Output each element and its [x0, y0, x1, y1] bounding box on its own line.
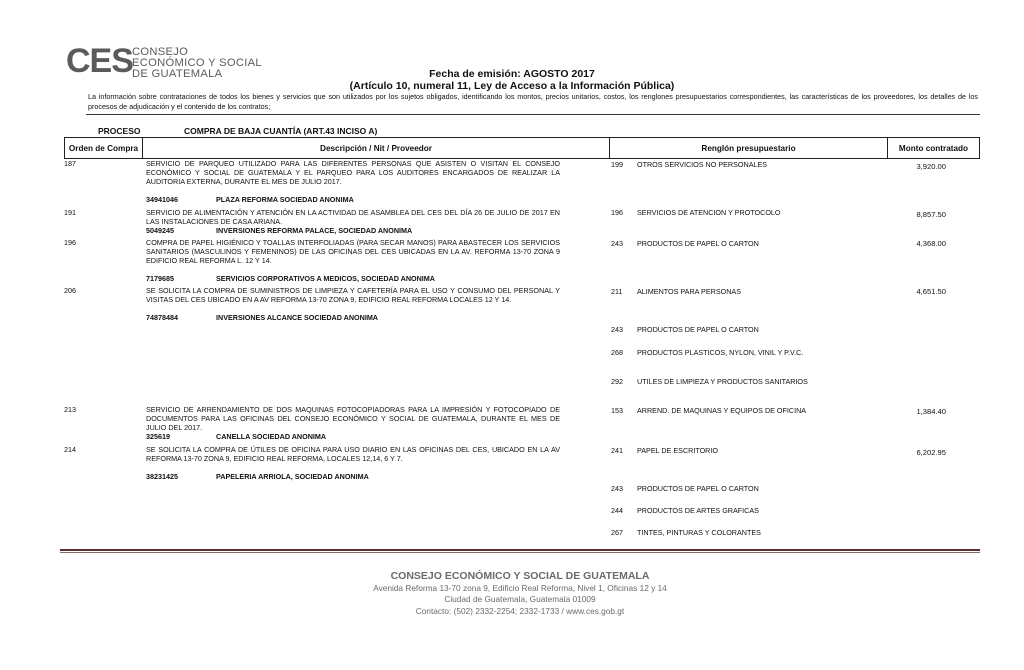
table-header	[64, 137, 980, 159]
column-header-renglon: Renglón presupuestario	[610, 138, 888, 158]
budget-line-desc: TINTES, PINTURAS Y COLORANTES	[637, 528, 761, 537]
footer-title: CONSEJO ECONÓMICO Y SOCIAL DE GUATEMALA	[390, 570, 650, 582]
budget-line-desc: ARREND. DE MAQUINAS Y EQUIPOS DE OFICINA	[637, 406, 807, 415]
budget-line-desc: UTILES DE LIMPIEZA Y PRODUCTOS SANITARIOS	[637, 377, 808, 386]
supplier-nit: 7179685	[146, 274, 174, 283]
budget-line-desc: OTROS SERVICIOS NO PERSONALES	[637, 160, 768, 169]
order-number: 191	[64, 208, 76, 217]
contract-amount: 4,651.50	[916, 287, 946, 296]
budget-line-code: 244	[611, 506, 623, 515]
footer	[0, 570, 1024, 617]
column-header-monto: Monto contratado	[898, 143, 969, 153]
supplier-nit: 5049245	[146, 226, 174, 235]
order-number: 196	[64, 238, 76, 247]
contract-amount: 6,202.95	[916, 448, 946, 457]
budget-line-code: 211	[611, 287, 623, 296]
budget-line-code: 243	[611, 325, 623, 334]
budget-line-desc: PRODUCTOS DE PAPEL O CARTON	[637, 239, 759, 248]
budget-line-desc: SERVICIOS DE ATENCION Y PROTOCOLO	[637, 208, 781, 217]
process-value: COMPRA DE BAJA CUANTÍA (ART.43 INCISO A)	[184, 126, 378, 136]
footer-contact: Contacto: (502) 2332-2254; 2332-1733 / www.ces.gob.gt	[415, 605, 625, 616]
budget-line-desc: PRODUCTOS PLASTICOS, NYLON, VINIL Y P.V.C.	[637, 348, 804, 357]
budget-line-desc: PRODUCTOS DE ARTES GRAFICAS	[637, 506, 759, 515]
process-label: PROCESO	[98, 126, 141, 136]
budget-line-desc: ALIMENTOS PARA PERSONAS	[637, 287, 741, 296]
budget-line-code: 243	[611, 239, 623, 248]
budget-line-desc: PRODUCTOS DE PAPEL O CARTON	[637, 325, 759, 334]
footer-address: Avenida Reforma 13-70 zona 9, Edificio Real Reforma, Nivel 1, Oficinas 12 y 14	[373, 583, 667, 593]
supplier-name: CANELLA SOCIEDAD ANONIMA	[216, 432, 327, 441]
column-header-descripcion: Descripción / Nit / Proveedor	[143, 138, 610, 158]
header-divider	[86, 114, 980, 115]
order-number: 206	[64, 286, 76, 295]
supplier-nit: 34941046	[146, 195, 178, 204]
footer-divider	[60, 549, 980, 551]
budget-line-code: 153	[611, 406, 623, 415]
supplier-name: SERVICIOS CORPORATIVOS A MEDICOS, SOCIEDAD ANONIMA	[216, 274, 435, 283]
logo-line-2: ECONÓMICO Y SOCIAL	[132, 57, 262, 69]
supplier-nit: 38231425	[146, 472, 178, 481]
row-description: SE SOLICITA LA COMPRA DE SUMINISTROS DE LIMPIEZA Y CAFETERÍA PARA EL USO Y CONSUMO DEL PERSONAL Y VISITAS DEL CES UBICADO EN A AV REFORMA 13-70 ZONA 9, EDIFICIO REAL REFORMA LOCALES 12 Y 14.	[146, 286, 560, 304]
logo-line-1: CONSEJO	[132, 46, 189, 58]
budget-line-desc: PRODUCTOS DE PAPEL O CARTON	[637, 484, 759, 493]
supplier-name: INVERSIONES ALCANCE SOCIEDAD ANONIMA	[216, 313, 378, 322]
row-description: SERVICIO DE ARRENDAMIENTO DE DOS MAQUINAS FOTOCOPIADORAS PARA LA IMPRESIÓN Y FOTOCOPIADO DE DOCUMENTOS PARA LAS OFICINAS DEL CONSEJO ECONÓMICO Y SOCIAL DE GUATEMALA, DURANTE EL MES DE JULIO DEL 2017.	[146, 405, 560, 432]
contract-amount: 8,857.50	[916, 210, 946, 219]
budget-line-code: 292	[611, 377, 623, 386]
column-header-orden: Orden de Compra	[65, 138, 143, 158]
footer-divider-thin	[60, 552, 980, 553]
order-number: 187	[64, 159, 76, 168]
row-description: SE SOLICITA LA COMPRA DE ÚTILES DE OFICINA PARA USO DIARIO EN LAS OFICINAS DEL CES, UBICADO EN LA AV REFORMA 13-70 ZONA 9, EDIFICIO REAL REFORMA, LOCALES 12,14, 6 Y 7.	[146, 445, 560, 463]
row-description: SERVICIO DE ALIMENTACIÓN Y ATENCIÓN EN LA ACTIVIDAD DE ASAMBLEA DEL CES DEL DÍA 26 DE JULIO DE 2017 EN LAS INSTALACIONES DE CASA ARIANA.	[146, 208, 560, 226]
budget-line-code: 241	[611, 446, 623, 455]
contract-amount: 4,368.00	[916, 239, 946, 248]
contract-amount: 1,384.40	[916, 407, 946, 416]
budget-line-code: 268	[611, 348, 623, 357]
law-article: (Artículo 10, numeral 11, Ley de Acceso a la Información Pública)	[349, 80, 675, 92]
issue-date: Fecha de emisión: AGOSTO 2017	[429, 68, 595, 80]
row-description: SERVICIO DE PARQUEO UTILIZADO PARA LAS DIFERENTES PERSONAS QUE ASISTEN O VISITAN EL CONSEJO ECONÓMICO Y SOCIAL DE GUATEMALA Y EL PARQUEO PARA LOS AUDITORES ENCARGADOS DE REALIZAR LA AUDITORIA EXTERNA, DURANTE EL MES DE JULIO 2017.	[146, 159, 560, 186]
row-supplier	[146, 433, 560, 442]
budget-line-code: 199	[611, 160, 623, 169]
logo-acronym: CES	[66, 42, 133, 80]
logo-line-3: DE GUATEMALA	[132, 68, 223, 80]
intro-paragraph: La información sobre contrataciones de todos los bienes y servicios que son utilizados por los sujetos obligados, identificando los montos, precios unitarios, costos, los renglones presupuestarios correspondientes, las características de los proveedores, los detalles de los procesos de adjudicación y el contenido de los contratos;	[88, 92, 978, 111]
supplier-name: PLAZA REFORMA SOCIEDAD ANONIMA	[216, 195, 354, 204]
supplier-nit: 74878484	[146, 313, 178, 322]
row-description: COMPRA DE PAPEL HIGIÉNICO Y TOALLAS INTERFOLIADAS (PARA SECAR MANOS) PARA ABASTECER LOS SERVICIOS SANITARIOS (MASCULINOS Y FEMENINOS) DE LAS OFICINAS DEL CES UBICADAS EN LA AV. REFORMA 13-70 ZONA 9 EDIFICIO REAL REFORMA L. 12 Y 14.	[146, 238, 560, 265]
row-supplier	[146, 227, 560, 236]
supplier-name: INVERSIONES REFORMA PALACE, SOCIEDAD ANONIMA	[216, 226, 413, 235]
budget-line-desc: PAPEL DE ESCRITORIO	[637, 446, 718, 455]
budget-line-code: 243	[611, 484, 623, 493]
row-supplier	[146, 196, 560, 205]
contract-amount: 3,920.00	[916, 162, 946, 171]
supplier-name: PAPELERIA ARRIOLA, SOCIEDAD ANONIMA	[216, 472, 369, 481]
order-number: 214	[64, 445, 76, 454]
order-number: 213	[64, 405, 76, 414]
supplier-nit: 325619	[146, 432, 170, 441]
row-supplier	[146, 473, 560, 482]
row-supplier	[146, 314, 560, 323]
row-supplier	[146, 275, 560, 284]
budget-line-code: 196	[611, 208, 623, 217]
footer-city: Ciudad de Guatemala, Guatemala 01009	[444, 594, 596, 605]
budget-line-code: 267	[611, 528, 623, 537]
